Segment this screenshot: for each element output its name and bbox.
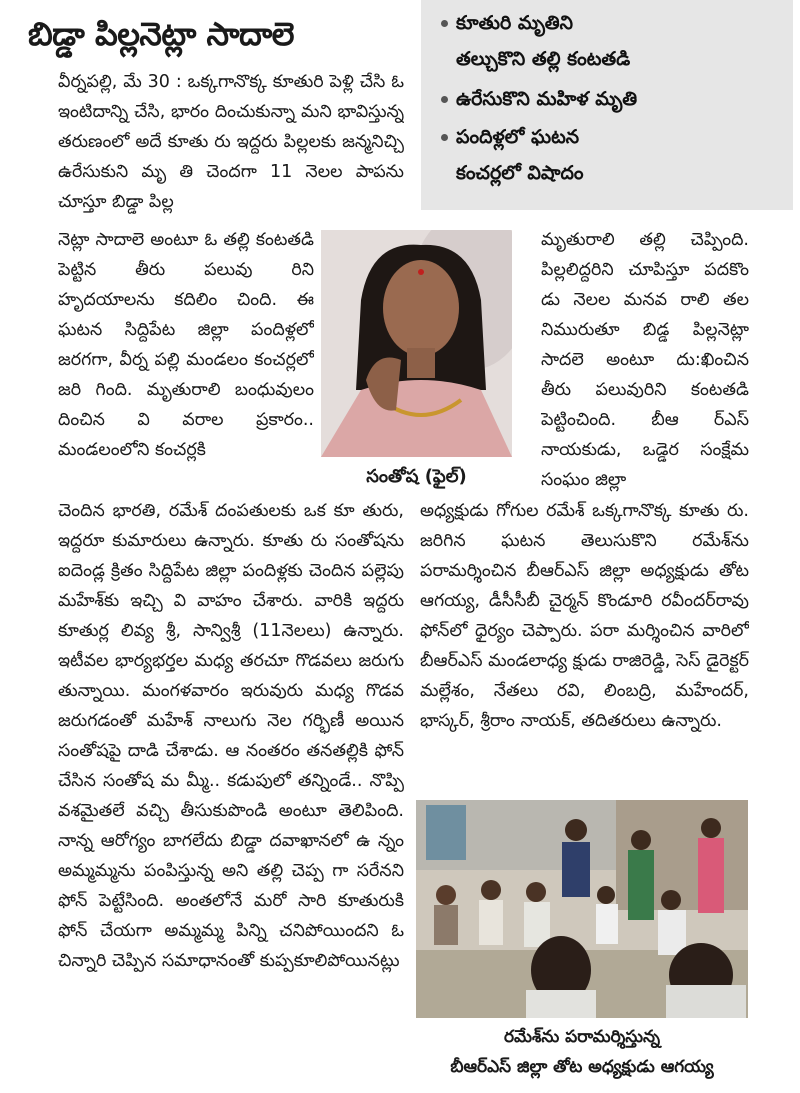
highlight-item xyxy=(441,10,573,36)
bullet-icon xyxy=(441,96,448,103)
highlight-text: ఉరేసుకొని మహిళ మృతి xyxy=(456,88,638,110)
group-photo-caption-line1: రమేశ్‌ను పరామర్శిస్తున్న xyxy=(503,1027,661,1047)
group-photo xyxy=(416,800,748,1018)
highlight-item xyxy=(441,124,579,150)
article-text-left-narrow: నెట్లా సాదాలె అంటూ ఓ తల్లి కంటతడి పెట్టిన తీరు పలువు రిని హృదయాలను కదిలిం చింది. ఈ ఘటన సిద్దిపేట జిల్లా పందిళ్లలో జరగగా, వీర్న పల్లి మండలం కంచర్లలో జరి గింది. మృతురాలి బంధువులం దించిన వి వరాల ప్రకారం.. మండలంలోని కంచర్లకి xyxy=(58,230,314,460)
highlights-box xyxy=(421,0,793,210)
article-text-left-top: వీర్నపల్లి, మే 30 : ఒక్కగానొక్క కూతురి పెళ్లి చేసి ఓ ఇంటిదాన్ని చేసి, భారం దించుకున్నా మని భావిస్తున్న తరుణంలో అదే కూతు రు ఇద్దరు పిల్లలకు జన్మనిచ్చి ఉరేసుకుని మృ తి చెందగా 11 నెలల పాపను చూస్తూ బిడ్డా పిల్ల xyxy=(58,72,404,212)
portrait-photo xyxy=(321,230,512,457)
highlight-item xyxy=(456,46,630,72)
group-photo-illustration xyxy=(416,800,748,1018)
article-text-right-narrow: మృతురాలి తల్లి చెప్పింది. పిల్లలిద్దరిని చూపిస్తూ పదకొం డు నెలల మనవ రాలి తల నిమురుతూ బిడ్డ పిల్లనెట్లా సాదలె అంటూ దు:ఖించిన తీరు పలువురిని కంటతడి పెట్టించింది. బీఆ ర్ఎస్ నాయకుడు, ఒడ్డెర సంక్షేమ సంఘం జిల్లా xyxy=(541,230,749,490)
page-title: బిడ్డా పిల్లనెట్లా సాదాలె xyxy=(28,15,294,53)
highlight-text: కంచర్లలో విషాదం xyxy=(456,162,584,184)
portrait-illustration xyxy=(321,230,512,457)
highlight-text: పందిళ్లలో ఘటన xyxy=(456,126,580,148)
highlight-item xyxy=(456,160,584,186)
group-photo-caption-line2: బీఆర్ఎస్ జిల్లా తోట అధ్యక్షుడు ఆగయ్య xyxy=(450,1057,714,1077)
bullet-icon xyxy=(441,20,448,27)
highlight-text: కూతురి మృతిని xyxy=(456,12,574,34)
portrait-caption: సంతోష (ఫైల్) xyxy=(366,466,467,487)
bullet-icon xyxy=(441,134,448,141)
highlight-item xyxy=(441,86,637,112)
article-text-left-bottom: చెందిన భారతి, రమేశ్ దంపతులకు ఒక కూ తురు, ఇద్దరూ కుమారులు ఉన్నారు. కూతు రు సంతోషను ఐదెండ్ల క్రితం సిద్దిపేట జిల్లా పందిళ్లకు చెందిన పల్లెపు మహేశ్‌కు ఇచ్చి వి వాహం చేశారు. వారికి ఇద్దరు కూతుర్ల లివ్య శ్రీ, సాన్విశ్రీ (11నెలలు) ఉన్నారు. ఇటీవల భార్యభర్తల మధ్య తరచూ గొడవలు జరుగు తున్నాయి. మంగళవారం ఇరువురు మధ్య గొడవ జరుగడంతో మహేశ్ నాలుగు నెల గర్భిణీ అయిన సంతోషపై దాడి చేశాడు. ఆ నంతరం తనతల్లికి ఫోన్ చేసిన సంతోష మ మ్మీ.. కడుపులో తన్నిండే.. నొప్పి వశమైతలే వచ్చి తీసుకుపొండి అంటూ తెలిపింది. నాన్న ఆరోగ్యం బాగలేదు బిడ్డా దవాఖానలో ఉ న్నం అమ్మమ్మను పంపిస్తున్న అని తల్లి చెప్ప గా సరేనని ఫోన్ పెట్టేసింది. అంతలోనే మరో సారి కూతురుకి ఫోన్ చేయగా అమ్మమ్మ పిన్ని చనిపోయిందని ఓ చిన్నారి చెప్పిన సమాధానంతో కుప్పకూలిపోయినట్లు xyxy=(58,501,404,971)
article-text-right-wide: అధ్యక్షుడు గోగుల రమేశ్ ఒక్కగానొక్క కూతు రు. జరిగిన ఘటన తెలుసుకొని రమేశ్‌ను పరామర్శించిన బీఆర్ఎస్ జిల్లా అధ్యక్షుడు తోట ఆగయ్య, డీసీసీబీ చైర్మన్ కొండూరి రవీందర్‌రావు ఫోన్‌లో ధైర్యం చెప్పారు. పరా మర్శించిన వారిలో బీఆర్ఎస్ మండలాధ్య క్షుడు రాజిరెడ్డి, సెస్ డైరెక్టర్ మల్లేశం, నేతలు రవి, లింబద్రి, మహేందర్, భాస్కర్, శ్రీరాం నాయక్, తదితరులు ఉన్నారు. xyxy=(420,501,749,731)
highlight-text: తల్చుకొని తల్లి కంటతడి xyxy=(456,48,631,70)
group-photo-caption xyxy=(416,1022,748,1082)
